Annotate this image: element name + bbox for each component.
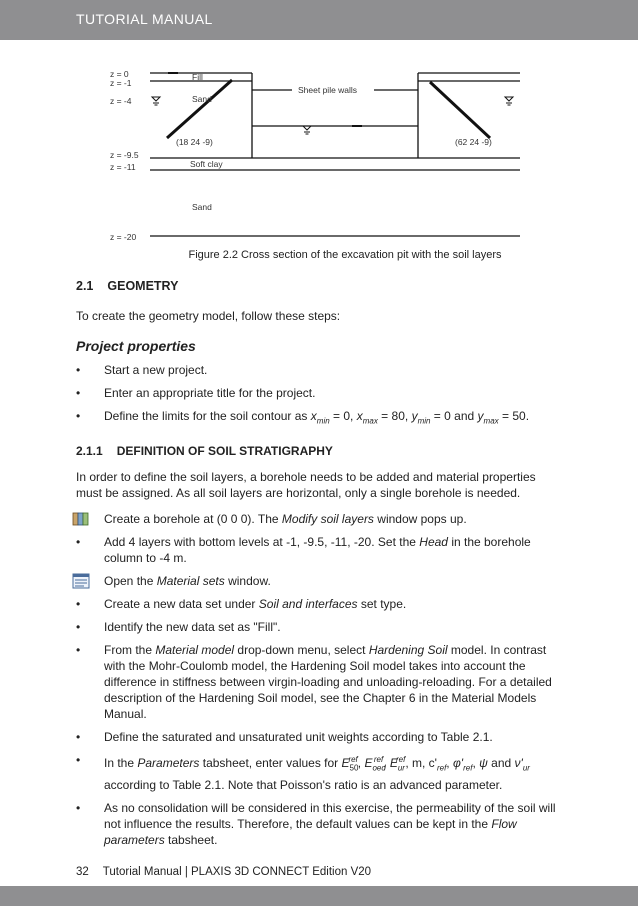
- level-label: z = -20: [110, 232, 137, 242]
- sheet-pile-label: Sheet pile walls: [298, 85, 358, 95]
- subsection-title: DEFINITION OF SOIL STRATIGRAPHY: [116, 444, 333, 459]
- layer-label-sand: Sand: [192, 94, 212, 104]
- coord-left: (18 24 -9): [176, 137, 213, 147]
- level-label: z = 0: [110, 69, 129, 79]
- level-label: z = -4: [110, 96, 132, 106]
- list-item: • Start a new project.: [76, 363, 208, 377]
- list-item: • Enter an appropriate title for the project.: [76, 386, 316, 400]
- section-number: 2.1: [76, 279, 94, 293]
- level-label: z = -9.5: [110, 150, 139, 160]
- stratigraphy-steps-list: [76, 511, 556, 847]
- water-table-icon: [152, 97, 160, 105]
- section-intro: To create the geometry model, follow these steps:: [76, 309, 341, 323]
- material-sets-icon: [72, 573, 90, 589]
- list-item: • Define the limits for the soil contour as $x_{min} = 0$, $x_{max} = 80$, $y_{min} = 0$ and $y_{max} = 50$.: [76, 409, 530, 426]
- header-bar: [0, 0, 638, 40]
- borehole-icon: [72, 511, 90, 527]
- section-heading: [76, 278, 556, 294]
- list-item: • Define the saturated and unsaturated unit weights according to Table 2.1.: [76, 730, 493, 745]
- cross-section-diagram: [0, 60, 638, 245]
- list-item: • Create a new data set under Soil and interfaces set type.: [76, 597, 407, 612]
- main-content: [76, 278, 556, 862]
- layer-label-fill: Fill: [192, 72, 203, 82]
- list-item: • Add 4 layers with bottom levels at -1, -9.5, -11, -20. Set the Head in the borehole column to -4 m.: [76, 535, 531, 566]
- limit-xmin: 0: [343, 409, 351, 423]
- footer: [76, 866, 371, 878]
- list-item: • Identify the new data set as "Fill".: [76, 620, 281, 635]
- list-item: • From the Material model drop-down menu, select Hardening Soil model. In contrast with the Mohr-Coulomb model, the Hardening Soil model takes into account the difference in stiffness between virgin-loading and unloading-reloading. For a detailed description of the Hardening Soil model, see the Chapter 6 in the Material Models Manual.: [76, 643, 552, 722]
- water-table-icon: [303, 126, 311, 134]
- project-steps-list: [76, 362, 556, 429]
- level-label: z = -11: [110, 162, 136, 172]
- coord-right: (62 24 -9): [455, 137, 492, 147]
- layer-label-sand-lower: Sand: [192, 202, 212, 212]
- layer-label-soft-clay: Soft clay: [190, 159, 223, 169]
- limit-xmax: 80: [391, 409, 405, 423]
- limit-ymax: 50: [512, 409, 526, 423]
- list-item: Open the Material sets window.: [76, 573, 556, 589]
- section-title: GEOMETRY: [107, 279, 179, 293]
- footer-title: Tutorial Manual | PLAXIS 3D CONNECT Edition V20: [102, 866, 372, 878]
- project-properties-heading: Project properties: [76, 338, 196, 354]
- figure-caption: Figure 2.2 Cross section of the excavation pit with the soil layers: [188, 249, 502, 261]
- list-item: Create a borehole at (0 0 0). The Modify soil layers window pops up.: [76, 511, 556, 527]
- list-item: • As no consolidation will be considered in this exercise, the permeability of the soil will not influence the results. Therefore, the default values can be kept in the Flow parameters tabsheet.: [76, 800, 556, 847]
- subsection-heading: [76, 443, 556, 459]
- list-item: • In the Parameters tabsheet, enter values for $E_{50}^{ref}$, $E_{oed}^{ref}$, $E_{ur}^{ref}$, m, $c'_{ref}$, $\varphi'_{ref}$, ψ and $\nu'_{ur}$ according to Table 2.1. Note that Poisson's ratio is an advanced parameter.: [76, 753, 530, 792]
- subsection-number: 2.1.1: [76, 444, 103, 459]
- stratigraphy-intro: In order to define the soil layers, a borehole needs to be added and material properties must be assigned. As all soil layers are horizontal, only a single borehole is needed.: [76, 470, 536, 501]
- footer-bar: [0, 886, 638, 906]
- page-number: 32: [76, 866, 89, 878]
- water-table-icon: [505, 97, 513, 105]
- limit-ymin: 0: [444, 409, 451, 423]
- inclined-wall-right: [430, 82, 490, 138]
- inclined-wall-left: [167, 80, 232, 138]
- header-title: TUTORIAL MANUAL: [76, 11, 213, 27]
- level-label: z = -1: [110, 78, 132, 88]
